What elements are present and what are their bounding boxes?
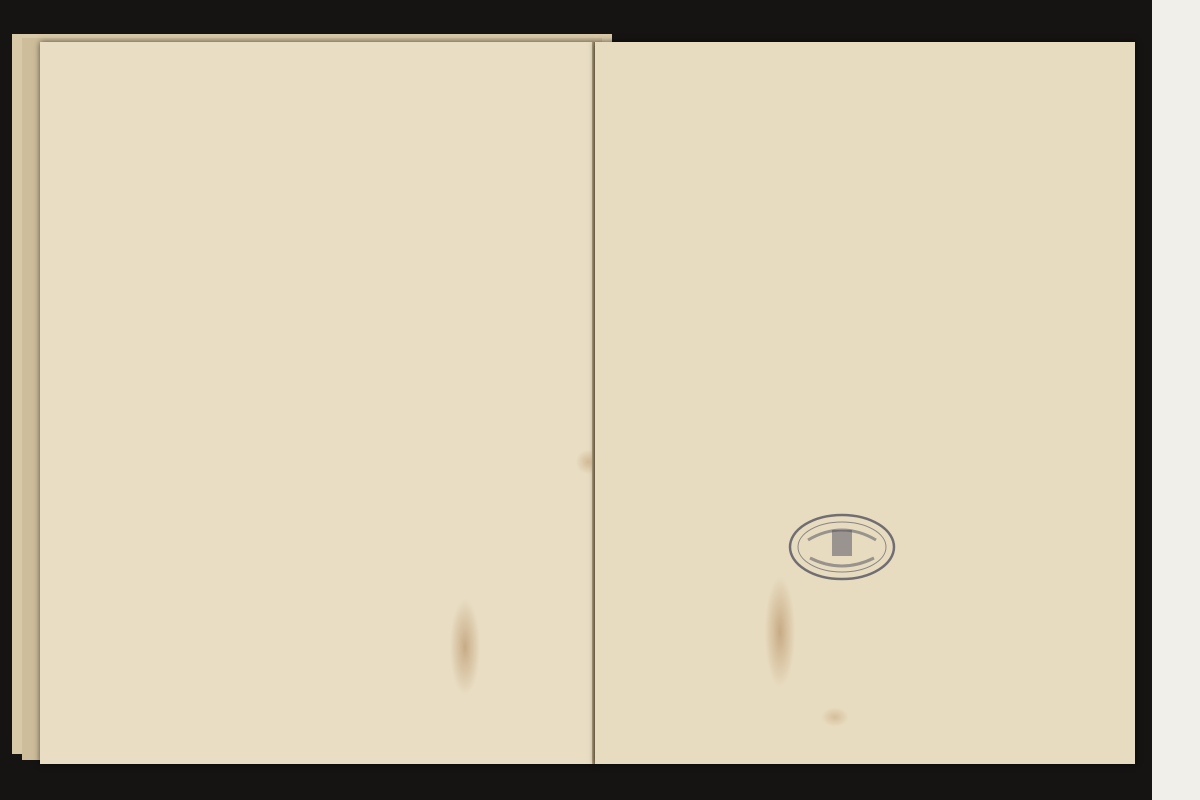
library-stamp xyxy=(788,512,896,582)
left-page xyxy=(40,42,595,764)
left-page-text xyxy=(82,62,577,74)
measurement-ruler xyxy=(1152,0,1200,800)
right-page xyxy=(595,42,1135,764)
